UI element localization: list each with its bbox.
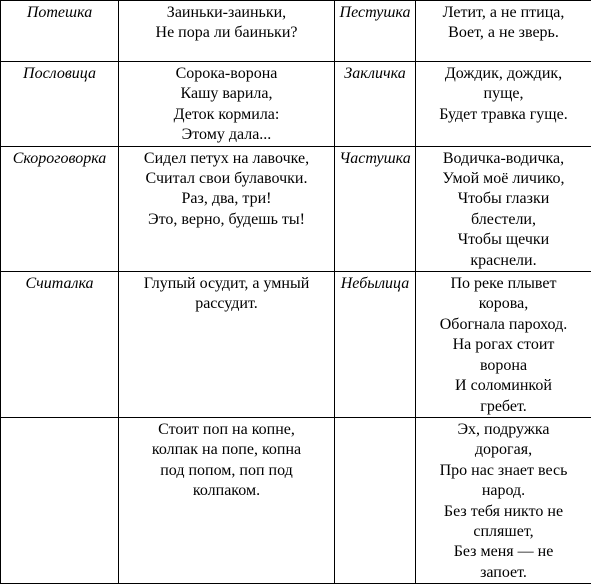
text-line: краснели. (420, 251, 587, 271)
genre-label: Закличка (337, 64, 413, 84)
text-line: Раз, два, три! (123, 189, 330, 209)
example-text-cell (416, 1, 591, 62)
text-line: Летит, а не птица, (420, 3, 587, 23)
table-row (1, 417, 591, 583)
genre-label-cell (335, 1, 416, 62)
text-line: Глупый осудит, а умный (123, 274, 330, 294)
text-line: На рогах стоит (420, 335, 587, 355)
text-line: Будет травка гуще. (420, 105, 587, 125)
genre-label-cell (335, 62, 416, 147)
text-line: Дождик, дождик, (420, 64, 587, 84)
text-line: спляшет, (420, 522, 587, 542)
text-line: Не пора ли баиньки? (123, 23, 330, 43)
text-line: блестели, (420, 210, 587, 230)
example-text-cell (119, 1, 335, 62)
example-text-cell (416, 417, 591, 583)
table-row (1, 1, 591, 62)
example-text-cell (416, 272, 591, 418)
text-line: Сидел петух на лавочке, (123, 149, 330, 169)
text-line: Без тебя никто не (420, 502, 587, 522)
genre-label: Частушка (337, 149, 413, 169)
text-line: колпаком. (123, 481, 330, 501)
example-text-cell (119, 417, 335, 583)
text-line: Стоит поп на копне, (123, 420, 330, 440)
text-line: пуще, (420, 84, 587, 104)
text-line: Эх, подружка (420, 420, 587, 440)
genre-label: Пословица (23, 64, 96, 84)
example-text-cell (119, 62, 335, 147)
text-line: Сорока-ворона (123, 64, 330, 84)
text-line: Умой моё личико, (420, 169, 587, 189)
table-row (1, 62, 591, 147)
text-line: дорогая, (420, 440, 587, 460)
text-line: Воет, а не зверь. (420, 23, 587, 43)
text-line: По реке плывет (420, 274, 587, 294)
genre-label-cell (335, 146, 416, 271)
genre-label: Пестушка (337, 3, 413, 23)
text-line: Чтобы щечки (420, 230, 587, 250)
genre-label: Небылица (341, 274, 410, 294)
genre-label-cell (1, 62, 119, 147)
text-line: Без меня — не (420, 542, 587, 562)
example-text-cell (119, 146, 335, 271)
text-line: Заиньки-заиньки, (123, 3, 330, 23)
genre-label-cell (1, 146, 119, 271)
text-line: рассудит. (123, 294, 330, 314)
text-line: Кашу варила, (123, 84, 330, 104)
table-row (1, 146, 591, 271)
text-line: народ. (420, 481, 587, 501)
text-line: корова, (420, 294, 587, 314)
text-line: Про нас знает весь (420, 461, 587, 481)
genre-label: Считалка (25, 274, 93, 294)
text-line: колпак на попе, копна (123, 440, 330, 460)
example-text-cell (416, 146, 591, 271)
text-line: запоет. (420, 563, 587, 583)
text-line: Обогнала пароход. (420, 315, 587, 335)
text-line: Деток кормила: (123, 105, 330, 125)
text-line: Считал свои булавочки. (123, 169, 330, 189)
text-line: ворона (420, 356, 587, 376)
genre-label: Скороговорка (4, 149, 116, 169)
genre-label: Потешка (27, 3, 92, 23)
text-line: Водичка-водичка, (420, 149, 587, 169)
genre-label-cell (335, 272, 416, 418)
genre-label-cell (1, 417, 119, 583)
example-text-cell (119, 272, 335, 418)
genre-label-cell (1, 272, 119, 418)
text-line: И соломинкой (420, 376, 587, 396)
table-row (1, 272, 591, 418)
text-line: Этому дала... (123, 125, 330, 145)
genre-label-cell (335, 417, 416, 583)
text-line: Чтобы глазки (420, 189, 587, 209)
text-line: гребет. (420, 397, 587, 417)
genre-label-cell (1, 1, 119, 62)
text-line: под попом, поп под (123, 461, 330, 481)
text-line: Это, верно, будешь ты! (123, 210, 330, 230)
example-text-cell (416, 62, 591, 147)
